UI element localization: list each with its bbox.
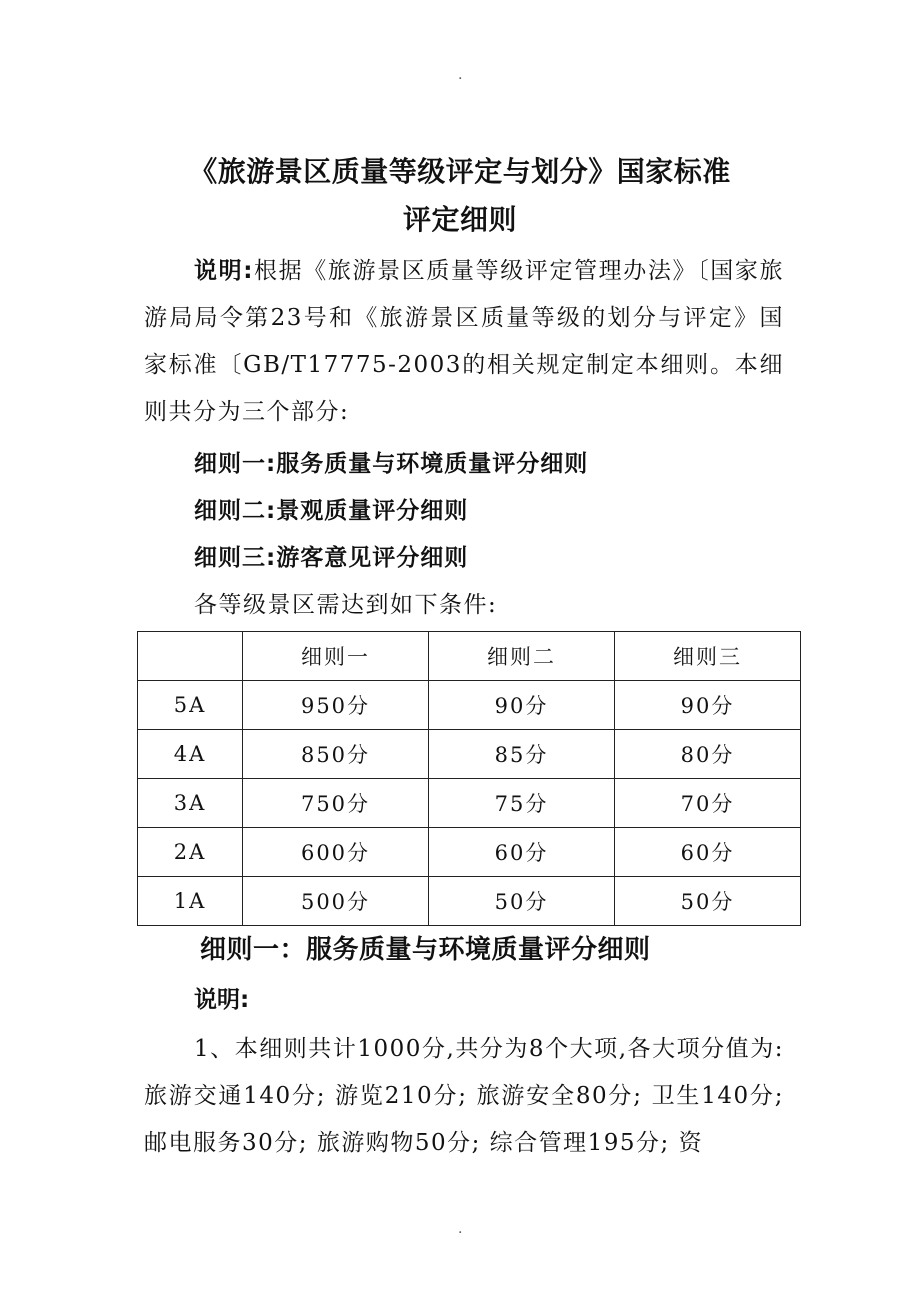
section-item-1: 1、本细则共计1000分,共分为8个大项,各大项分值为:旅游交通140分; 游览210分; 旅游安全80分; 卫生140分; 邮电服务30分; 旅游购物50分; 综合管理195分; 资 xyxy=(144,1036,784,1156)
table-header-cell: 细则三 xyxy=(615,632,801,681)
score-cell: 500分 xyxy=(243,877,429,926)
table-row xyxy=(138,779,801,828)
header-dot: . xyxy=(458,67,463,83)
table-row xyxy=(138,730,801,779)
conditions-intro: 各等级景区需达到如下条件: xyxy=(194,592,498,618)
document-title-line1: 《旅游景区质量等级评定与划分》国家标准 xyxy=(189,155,731,188)
rule-item-2: 细则二:景观质量评分细则 xyxy=(194,498,469,524)
score-cell: 50分 xyxy=(615,877,801,926)
score-cell: 850分 xyxy=(243,730,429,779)
score-cell: 75分 xyxy=(429,779,615,828)
intro-lead-label: 说明: xyxy=(194,258,254,284)
section-title: 细则一：服务质量与环境质量评分细则 xyxy=(200,935,651,965)
intro-text: 根据《旅游景区质量等级评定管理办法》〔国家旅游局局令第23号和《旅游景区质量等级的划分与评定》国家标准〔GB/T17775-2003的相关规定制定本细则。本细则共分为三个部分: xyxy=(144,258,785,425)
score-cell: 50分 xyxy=(429,877,615,926)
score-cell: 600分 xyxy=(243,828,429,877)
grade-requirements-table xyxy=(137,631,801,926)
score-cell: 950分 xyxy=(243,681,429,730)
score-cell: 70分 xyxy=(615,779,801,828)
document-title-line2: 评定细则 xyxy=(402,203,517,236)
table-header-cell: 细则一 xyxy=(243,632,429,681)
score-cell: 80分 xyxy=(615,730,801,779)
grade-cell: 1A xyxy=(138,877,243,926)
score-cell: 750分 xyxy=(243,779,429,828)
score-cell: 60分 xyxy=(429,828,615,877)
intro-paragraph xyxy=(144,248,784,436)
grade-cell: 4A xyxy=(138,730,243,779)
table-row xyxy=(138,828,801,877)
section-note-label: 说明: xyxy=(194,987,250,1013)
table-header-row xyxy=(138,632,801,681)
table-header-cell: 细则二 xyxy=(429,632,615,681)
rule-item-3: 细则三:游客意见评分细则 xyxy=(194,545,469,571)
grade-cell: 2A xyxy=(138,828,243,877)
table-row xyxy=(138,877,801,926)
grade-cell: 3A xyxy=(138,779,243,828)
table-row xyxy=(138,681,801,730)
score-cell: 90分 xyxy=(615,681,801,730)
grade-cell: 5A xyxy=(138,681,243,730)
footer-dot: . xyxy=(458,1221,463,1237)
score-cell: 90分 xyxy=(429,681,615,730)
score-cell: 60分 xyxy=(615,828,801,877)
table-header-cell xyxy=(138,632,243,681)
rule-item-1: 细则一:服务质量与环境质量评分细则 xyxy=(194,451,589,477)
score-cell: 85分 xyxy=(429,730,615,779)
